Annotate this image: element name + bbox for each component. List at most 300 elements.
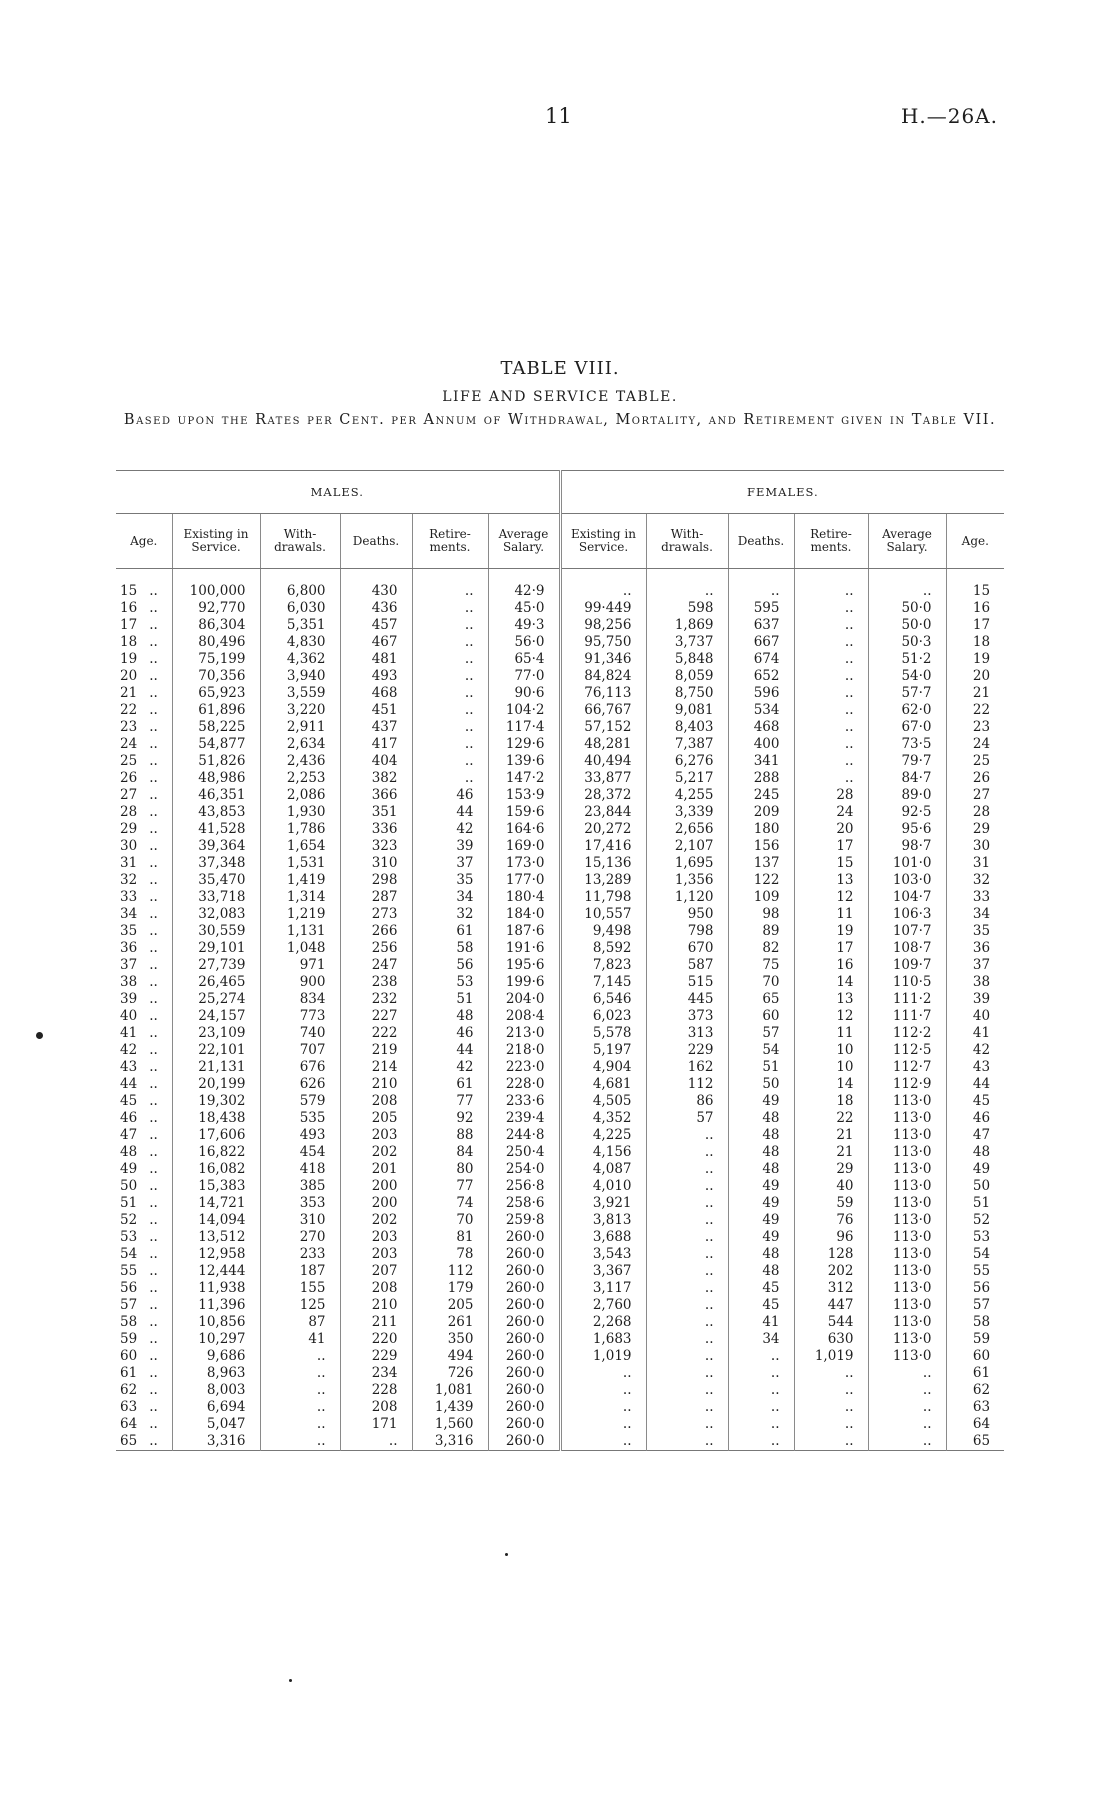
cell-existing-males: 43,853 [172,804,260,821]
cell-salary-males: 117·4 [488,719,560,736]
cell-retirements-males: 53 [412,974,488,991]
cell-salary-males: 204·0 [488,991,560,1008]
cell-salary-males: 77·0 [488,668,560,685]
table-row [116,1263,1004,1280]
cell-salary-males: 223·0 [488,1059,560,1076]
table-row [116,923,1004,940]
cell-retirements-females: 20 [794,821,868,838]
cell-deaths-males: 417 [340,736,412,753]
table-row [116,1195,1004,1212]
cell-deaths-males: 266 [340,923,412,940]
cell-salary-females: 112·7 [868,1059,946,1076]
cell-retirements-males: .. [412,583,488,600]
cell-existing-males: 21,131 [172,1059,260,1076]
cell-withdrawals-males: 353 [260,1195,340,1212]
table-row [116,1076,1004,1093]
cell-existing-females: 7,145 [560,974,646,991]
cell-age: 15 .. [120,583,158,599]
table-row [116,634,1004,651]
cell-withdrawals-males: 1,531 [260,855,340,872]
cell-withdrawals-males: 2,634 [260,736,340,753]
cell-age-right: 60 [946,1348,1004,1365]
col-withdrawals-females: With- drawals. [646,514,728,569]
cell-deaths-males: 228 [340,1382,412,1399]
col-existing-females: Existing in Service. [560,514,646,569]
cell-retirements-males: 32 [412,906,488,923]
cell-age-right: 25 [946,753,1004,770]
cell-withdrawals-females: .. [646,1331,728,1348]
cell-existing-males: 75,199 [172,651,260,668]
cell-age-right: 46 [946,1110,1004,1127]
cell-deaths-males: 247 [340,957,412,974]
cell-salary-females: 112·9 [868,1076,946,1093]
cell-withdrawals-males: 971 [260,957,340,974]
cell-retirements-males: 205 [412,1297,488,1314]
table-row [116,1314,1004,1331]
cell-retirements-females: 14 [794,974,868,991]
cell-salary-males: 195·6 [488,957,560,974]
cell-salary-females: 73·5 [868,736,946,753]
table-row [116,1059,1004,1076]
cell-retirements-males: 48 [412,1008,488,1025]
cell-existing-males: 32,083 [172,906,260,923]
cell-deaths-males: 214 [340,1059,412,1076]
cell-existing-females: 13,289 [560,872,646,889]
cell-age-right: 35 [946,923,1004,940]
cell-deaths-females: 70 [728,974,794,991]
cell-existing-males: 27,739 [172,957,260,974]
cell-existing-females: 4,225 [560,1127,646,1144]
cell-withdrawals-males: 1,930 [260,804,340,821]
cell-withdrawals-females: .. [646,1382,728,1399]
cell-retirements-females: 17 [794,838,868,855]
cell-existing-females: 7,823 [560,957,646,974]
cell-retirements-females: 447 [794,1297,868,1314]
cell-retirements-males: 78 [412,1246,488,1263]
table-row [116,872,1004,889]
cell-age: 40 .. [120,1008,158,1024]
cell-withdrawals-females: 598 [646,600,728,617]
cell-salary-males: 129·6 [488,736,560,753]
cell-existing-females: 10,557 [560,906,646,923]
cell-age: 42 .. [120,1042,158,1058]
cell-existing-males: 33,718 [172,889,260,906]
cell-retirements-females: 19 [794,923,868,940]
cell-deaths-females: 667 [728,634,794,651]
cell-salary-males: 147·2 [488,770,560,787]
cell-deaths-males: 202 [340,1212,412,1229]
cell-age: 58 .. [120,1314,158,1330]
cell-salary-females: 84·7 [868,770,946,787]
cell-existing-males: 19,302 [172,1093,260,1110]
cell-salary-males: 191·6 [488,940,560,957]
cell-deaths-males: 457 [340,617,412,634]
cell-existing-females: 76,113 [560,685,646,702]
cell-retirements-males: 3,316 [412,1433,488,1451]
cell-salary-males: 218·0 [488,1042,560,1059]
table-row [116,957,1004,974]
cell-age: 37 .. [120,957,158,973]
cell-age-right: 65 [946,1433,1004,1451]
cell-deaths-males: 430 [340,583,412,600]
cell-salary-females: .. [868,1365,946,1382]
cell-salary-females: 113·0 [868,1161,946,1178]
cell-age-right: 30 [946,838,1004,855]
cell-deaths-males: 205 [340,1110,412,1127]
cell-salary-females: .. [868,583,946,600]
cell-salary-males: 239·4 [488,1110,560,1127]
table-row [116,702,1004,719]
cell-age: 60 .. [120,1348,158,1364]
cell-age: 23 .. [120,719,158,735]
cell-retirements-females: 24 [794,804,868,821]
cell-age: 62 .. [120,1382,158,1398]
cell-withdrawals-females: 112 [646,1076,728,1093]
cell-salary-females: 113·0 [868,1110,946,1127]
cell-salary-males: 169·0 [488,838,560,855]
cell-deaths-females: 109 [728,889,794,906]
cell-existing-males: 11,938 [172,1280,260,1297]
cell-deaths-males: 310 [340,855,412,872]
cell-retirements-males: .. [412,617,488,634]
cell-deaths-females: 209 [728,804,794,821]
cell-retirements-males: 44 [412,804,488,821]
cell-retirements-males: 74 [412,1195,488,1212]
cell-withdrawals-males: 1,219 [260,906,340,923]
cell-retirements-females: .. [794,634,868,651]
cell-deaths-males: 227 [340,1008,412,1025]
cell-existing-males: 12,958 [172,1246,260,1263]
cell-retirements-males: 46 [412,1025,488,1042]
cell-salary-females: 113·0 [868,1297,946,1314]
cell-existing-females: 3,921 [560,1195,646,1212]
cell-deaths-females: 245 [728,787,794,804]
cell-deaths-males: .. [340,1433,412,1451]
cell-retirements-males: .. [412,651,488,668]
cell-withdrawals-males: 6,030 [260,600,340,617]
cell-deaths-females: 534 [728,702,794,719]
cell-withdrawals-males: 187 [260,1263,340,1280]
cell-age: 43 .. [120,1059,158,1075]
cell-retirements-males: 80 [412,1161,488,1178]
cell-withdrawals-females: .. [646,1348,728,1365]
table-row [116,1365,1004,1382]
cell-withdrawals-females: 3,339 [646,804,728,821]
cell-withdrawals-males: 2,911 [260,719,340,736]
cell-existing-females: 3,367 [560,1263,646,1280]
cell-withdrawals-females: 2,107 [646,838,728,855]
cell-deaths-females: 54 [728,1042,794,1059]
cell-existing-males: 80,496 [172,634,260,651]
cell-deaths-males: 202 [340,1144,412,1161]
cell-salary-females: 113·0 [868,1195,946,1212]
cell-deaths-females: 41 [728,1314,794,1331]
cell-age-right: 38 [946,974,1004,991]
cell-existing-males: 14,721 [172,1195,260,1212]
cell-existing-males: 48,986 [172,770,260,787]
cell-salary-males: 49·3 [488,617,560,634]
cell-withdrawals-males: 1,048 [260,940,340,957]
cell-salary-females: 113·0 [868,1331,946,1348]
cell-existing-males: 86,304 [172,617,260,634]
cell-deaths-females: 50 [728,1076,794,1093]
cell-age-right: 17 [946,617,1004,634]
cell-existing-females: 57,152 [560,719,646,736]
cell-retirements-females: 40 [794,1178,868,1195]
cell-deaths-females: .. [728,1365,794,1382]
cell-deaths-males: 481 [340,651,412,668]
cell-deaths-females: .. [728,583,794,600]
cell-age: 33 .. [120,889,158,905]
table-row [116,600,1004,617]
table-row [116,753,1004,770]
cell-deaths-females: 49 [728,1195,794,1212]
cell-age-right: 63 [946,1399,1004,1416]
cell-retirements-males: 58 [412,940,488,957]
cell-age: 55 .. [120,1263,158,1279]
cell-withdrawals-females: 5,848 [646,651,728,668]
cell-retirements-males: 84 [412,1144,488,1161]
cell-salary-females: 50·0 [868,600,946,617]
cell-retirements-females: 76 [794,1212,868,1229]
margin-mark [36,1032,43,1039]
cell-retirements-females: 17 [794,940,868,957]
cell-salary-females: 51·2 [868,651,946,668]
cell-deaths-females: 400 [728,736,794,753]
cell-existing-females: 1,683 [560,1331,646,1348]
cell-age-right: 18 [946,634,1004,651]
cell-deaths-females: 122 [728,872,794,889]
cell-withdrawals-males: 1,419 [260,872,340,889]
cell-existing-females: 98,256 [560,617,646,634]
cell-age-right: 41 [946,1025,1004,1042]
cell-existing-males: 9,686 [172,1348,260,1365]
table-row [116,804,1004,821]
cell-withdrawals-males: .. [260,1348,340,1365]
cell-deaths-males: 201 [340,1161,412,1178]
cell-existing-females: .. [560,1416,646,1433]
cell-deaths-females: 48 [728,1246,794,1263]
cell-age: 30 .. [120,838,158,854]
cell-withdrawals-females: .. [646,1229,728,1246]
cell-age: 65 .. [120,1433,158,1449]
cell-age: 44 .. [120,1076,158,1092]
cell-deaths-females: 156 [728,838,794,855]
table-row [116,617,1004,634]
cell-withdrawals-females: 587 [646,957,728,974]
cell-deaths-females: 674 [728,651,794,668]
cell-age: 47 .. [120,1127,158,1143]
page-number: 11 [545,104,572,128]
cell-withdrawals-males: 834 [260,991,340,1008]
cell-existing-females: 48,281 [560,736,646,753]
cell-retirements-males: 70 [412,1212,488,1229]
cell-age: 31 .. [120,855,158,871]
cell-existing-males: 12,444 [172,1263,260,1280]
cell-age: 48 .. [120,1144,158,1160]
cell-retirements-females: .. [794,1365,868,1382]
table-row [116,1212,1004,1229]
title-block [116,358,1004,429]
cell-retirements-females: 22 [794,1110,868,1127]
cell-retirements-females: 29 [794,1161,868,1178]
cell-withdrawals-females: 1,869 [646,617,728,634]
cell-age: 53 .. [120,1229,158,1245]
cell-withdrawals-males: 155 [260,1280,340,1297]
cell-withdrawals-females: 1,356 [646,872,728,889]
cell-existing-males: 8,003 [172,1382,260,1399]
cell-age: 32 .. [120,872,158,888]
cell-salary-males: 260·0 [488,1382,560,1399]
cell-withdrawals-males: .. [260,1365,340,1382]
cell-withdrawals-males: 3,559 [260,685,340,702]
cell-withdrawals-males: 493 [260,1127,340,1144]
cell-withdrawals-females: 229 [646,1042,728,1059]
cell-deaths-females: 595 [728,600,794,617]
cell-withdrawals-males: 626 [260,1076,340,1093]
cell-age: 63 .. [120,1399,158,1415]
cell-existing-males: 29,101 [172,940,260,957]
cell-withdrawals-females: 3,737 [646,634,728,651]
cell-deaths-females: 48 [728,1263,794,1280]
cell-salary-males: 159·6 [488,804,560,821]
cell-deaths-females: 137 [728,855,794,872]
table-row [116,583,1004,600]
cell-salary-males: 244·8 [488,1127,560,1144]
cell-salary-females: 89·0 [868,787,946,804]
cell-withdrawals-males: 5,351 [260,617,340,634]
cell-deaths-females: 288 [728,770,794,787]
cell-deaths-males: 208 [340,1280,412,1297]
cell-deaths-males: 493 [340,668,412,685]
table-subtitle: LIFE AND SERVICE TABLE. [442,389,678,405]
cell-withdrawals-males: 4,362 [260,651,340,668]
cell-withdrawals-males: 773 [260,1008,340,1025]
cell-age-right: 44 [946,1076,1004,1093]
cell-withdrawals-males: 2,253 [260,770,340,787]
cell-age-right: 64 [946,1416,1004,1433]
cell-age-right: 56 [946,1280,1004,1297]
cell-age: 36 .. [120,940,158,956]
cell-deaths-females: 98 [728,906,794,923]
cell-withdrawals-males: 87 [260,1314,340,1331]
cell-retirements-females: 12 [794,1008,868,1025]
cell-existing-females: 3,543 [560,1246,646,1263]
cell-retirements-females: 18 [794,1093,868,1110]
col-retirements-males: Retire- ments. [412,514,488,569]
col-existing-males: Existing in Service. [172,514,260,569]
cell-age-right: 28 [946,804,1004,821]
cell-existing-males: 61,896 [172,702,260,719]
col-deaths-males: Deaths. [340,514,412,569]
cell-withdrawals-females: 950 [646,906,728,923]
cell-existing-females: .. [560,1433,646,1451]
cell-retirements-males: .. [412,685,488,702]
cell-withdrawals-females: 7,387 [646,736,728,753]
cell-salary-males: 260·0 [488,1433,560,1451]
cell-salary-females: 107·7 [868,923,946,940]
cell-withdrawals-females: .. [646,1416,728,1433]
cell-withdrawals-females: 313 [646,1025,728,1042]
cell-retirements-females: 21 [794,1144,868,1161]
cell-withdrawals-females: 670 [646,940,728,957]
cell-age: 35 .. [120,923,158,939]
cell-existing-females: 4,904 [560,1059,646,1076]
cell-salary-females: 113·0 [868,1229,946,1246]
cell-age-right: 20 [946,668,1004,685]
cell-deaths-females: 48 [728,1110,794,1127]
cell-retirements-males: .. [412,753,488,770]
cell-existing-males: 8,963 [172,1365,260,1382]
cell-age-right: 39 [946,991,1004,1008]
cell-salary-males: 65·4 [488,651,560,668]
cell-retirements-females: 1,019 [794,1348,868,1365]
cell-withdrawals-females: 6,276 [646,753,728,770]
cell-deaths-males: 404 [340,753,412,770]
cell-existing-males: 51,826 [172,753,260,770]
cell-age-right: 26 [946,770,1004,787]
cell-salary-females: 110·5 [868,974,946,991]
cell-existing-males: 17,606 [172,1127,260,1144]
cell-withdrawals-females: .. [646,1246,728,1263]
cell-deaths-females: 75 [728,957,794,974]
cell-retirements-males: 1,081 [412,1382,488,1399]
cell-salary-females: 111·7 [868,1008,946,1025]
cell-existing-males: 16,082 [172,1161,260,1178]
cell-salary-males: 90·6 [488,685,560,702]
cell-age-right: 24 [946,736,1004,753]
cell-age: 50 .. [120,1178,158,1194]
cell-retirements-males: .. [412,600,488,617]
cell-retirements-females: 202 [794,1263,868,1280]
cell-retirements-males: .. [412,634,488,651]
table-row [116,1229,1004,1246]
cell-salary-males: 250·4 [488,1144,560,1161]
cell-retirements-females: 21 [794,1127,868,1144]
cell-salary-females: 50·3 [868,634,946,651]
cell-existing-females: 4,681 [560,1076,646,1093]
cell-existing-males: 23,109 [172,1025,260,1042]
cell-deaths-males: 219 [340,1042,412,1059]
cell-retirements-females: 14 [794,1076,868,1093]
cell-existing-males: 6,694 [172,1399,260,1416]
cell-deaths-males: 207 [340,1263,412,1280]
table-row [116,940,1004,957]
cell-age: 29 .. [120,821,158,837]
cell-salary-males: 260·0 [488,1365,560,1382]
table-row [116,1025,1004,1042]
cell-existing-females: .. [560,1399,646,1416]
cell-salary-females: 113·0 [868,1178,946,1195]
cell-age-right: 37 [946,957,1004,974]
cell-existing-females: 9,498 [560,923,646,940]
cell-existing-males: 92,770 [172,600,260,617]
cell-withdrawals-males: 579 [260,1093,340,1110]
cell-withdrawals-females: 2,656 [646,821,728,838]
cell-salary-females: 67·0 [868,719,946,736]
cell-retirements-females: .. [794,736,868,753]
cell-age-right: 32 [946,872,1004,889]
cell-retirements-females: 11 [794,906,868,923]
cell-salary-females: 92·5 [868,804,946,821]
cell-age-right: 52 [946,1212,1004,1229]
cell-deaths-males: 451 [340,702,412,719]
cell-deaths-females: .. [728,1348,794,1365]
cell-existing-females: 1,019 [560,1348,646,1365]
cell-existing-males: 18,438 [172,1110,260,1127]
cell-withdrawals-females: .. [646,1280,728,1297]
cell-deaths-females: 49 [728,1178,794,1195]
